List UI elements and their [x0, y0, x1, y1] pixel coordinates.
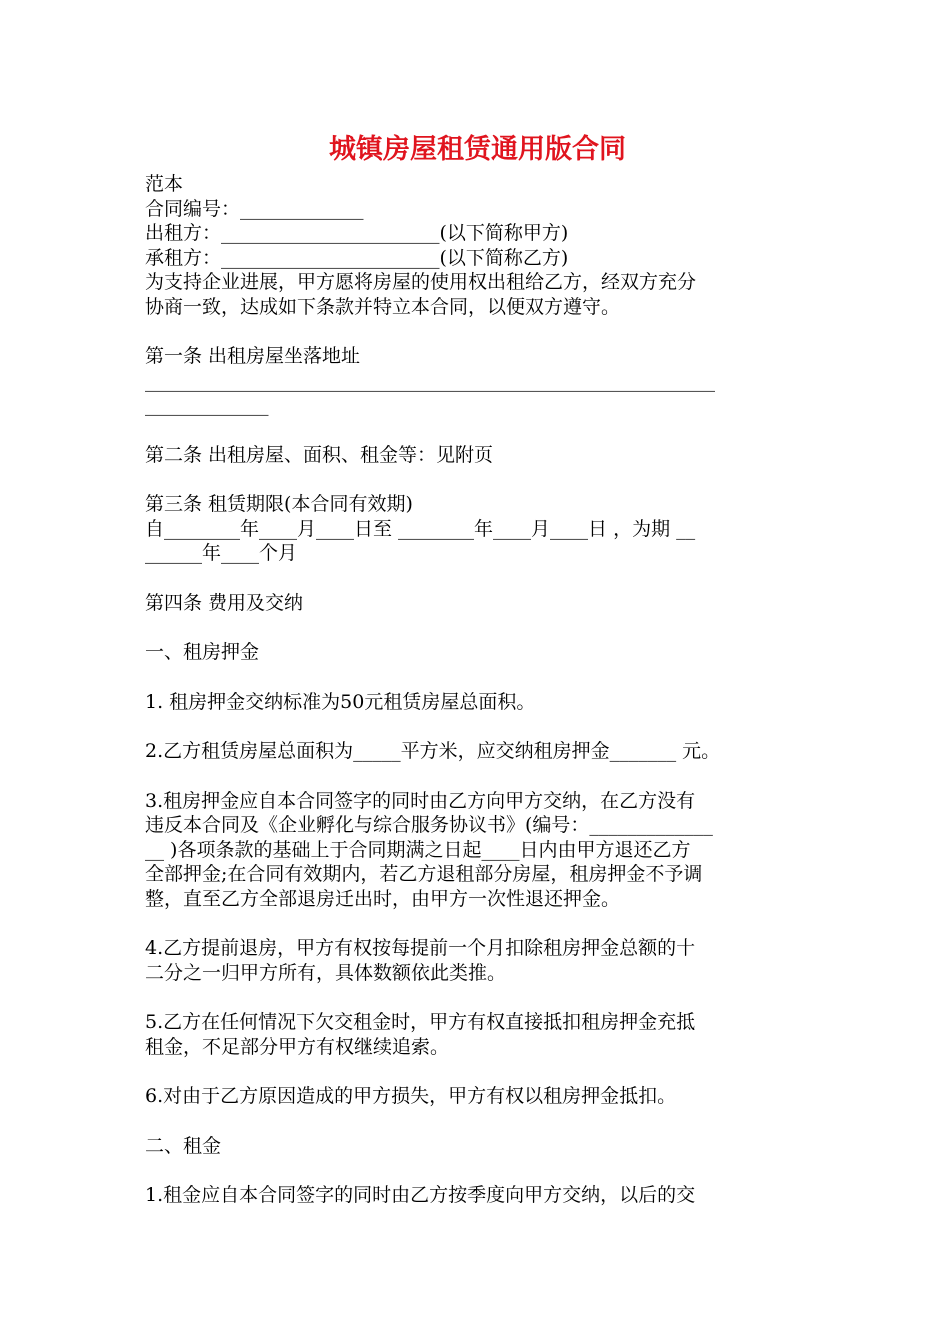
text-line: 二分之一归甲方所有，具体数额依此类推。	[145, 961, 507, 984]
text-line: ______年____个月	[145, 542, 298, 564]
text-line: 为支持企业进展，甲方愿将房屋的使用权出租给乙方，经双方充分	[145, 271, 697, 293]
text-line: ____________________________________________________________	[145, 369, 715, 392]
blank-line	[145, 985, 810, 1010]
text-line: 违反本合同及《企业孵化与综合服务协议书》(编号：_____________	[145, 814, 713, 836]
blank-line	[145, 1109, 810, 1134]
text-line: 租金，不足部分甲方有权继续追索。	[145, 1035, 450, 1058]
text-line: 一、租房押金	[145, 641, 260, 663]
blank-line	[145, 566, 810, 591]
text-line: 协商一致，达成如下条款并特立本合同，以便双方遵守。	[145, 295, 621, 318]
text-line: 全部押金;在合同有效期内，若乙方退租部分房屋，租房押金不予调	[145, 863, 703, 885]
blank-line	[145, 665, 810, 690]
contract-page	[145, 132, 810, 1208]
blank-line	[145, 911, 810, 936]
text-line: 3.租房押金应自本合同签字的同时由乙方向甲方交纳，在乙方没有	[145, 789, 696, 812]
text-line: 自________年____月____日至 ________年____月____日 ，为期 __	[145, 517, 696, 540]
blank-line	[145, 615, 810, 640]
blank-line	[145, 1158, 810, 1183]
text-line: 1.租金应自本合同签字的同时由乙方按季度向甲方交纳，以后的交	[145, 1184, 696, 1206]
text-line: 出租方：_______________________(以下简称甲方)	[145, 222, 569, 244]
document-title: 城镇房屋租赁通用版合同	[329, 134, 626, 165]
text-line: 1. 租房押金交纳标准为50元租赁房屋总面积。	[145, 690, 536, 713]
blank-line	[145, 714, 810, 739]
blank-line	[145, 1059, 810, 1084]
text-line: 第一条 出租房屋坐落地址	[145, 345, 361, 367]
text-line: 6.对由于乙方原因造成的甲方损失，甲方有权以租房押金抵扣。	[145, 1085, 677, 1107]
text-line: 2.乙方租赁房屋总面积为_____平方米，应交纳租房押金_______ 元。	[145, 740, 721, 762]
text-line: 4.乙方提前退房，甲方有权按每提前一个月扣除租房押金总额的十	[145, 937, 696, 959]
blank-line	[145, 467, 810, 492]
blank-line	[145, 418, 810, 443]
text-line: 整，直至乙方全部退房迁出时，由甲方一次性退还押金。	[145, 887, 621, 910]
document-body	[145, 172, 810, 1208]
text-line: 承租方：_______________________(以下简称乙方)	[145, 246, 569, 269]
blank-line	[145, 764, 810, 789]
text-line: 第二条 出租房屋、面积、租金等：见附页	[145, 443, 494, 466]
text-line: 范本	[145, 173, 184, 195]
text-line: __ )各项条款的基础上于合同期满之日起____日内由甲方退还乙方	[145, 838, 691, 861]
text-line: 合同编号：_____________	[145, 197, 364, 220]
blank-line	[145, 319, 810, 344]
text-line: 5.乙方在任何情况下欠交租金时，甲方有权直接抵扣租房押金充抵	[145, 1011, 696, 1033]
text-line: 第三条 租赁期限(本合同有效期)	[145, 493, 413, 515]
text-line: 第四条 费用及交纳	[145, 591, 304, 614]
text-line: 二、租金	[145, 1134, 222, 1157]
text-line: _____________	[145, 394, 269, 416]
